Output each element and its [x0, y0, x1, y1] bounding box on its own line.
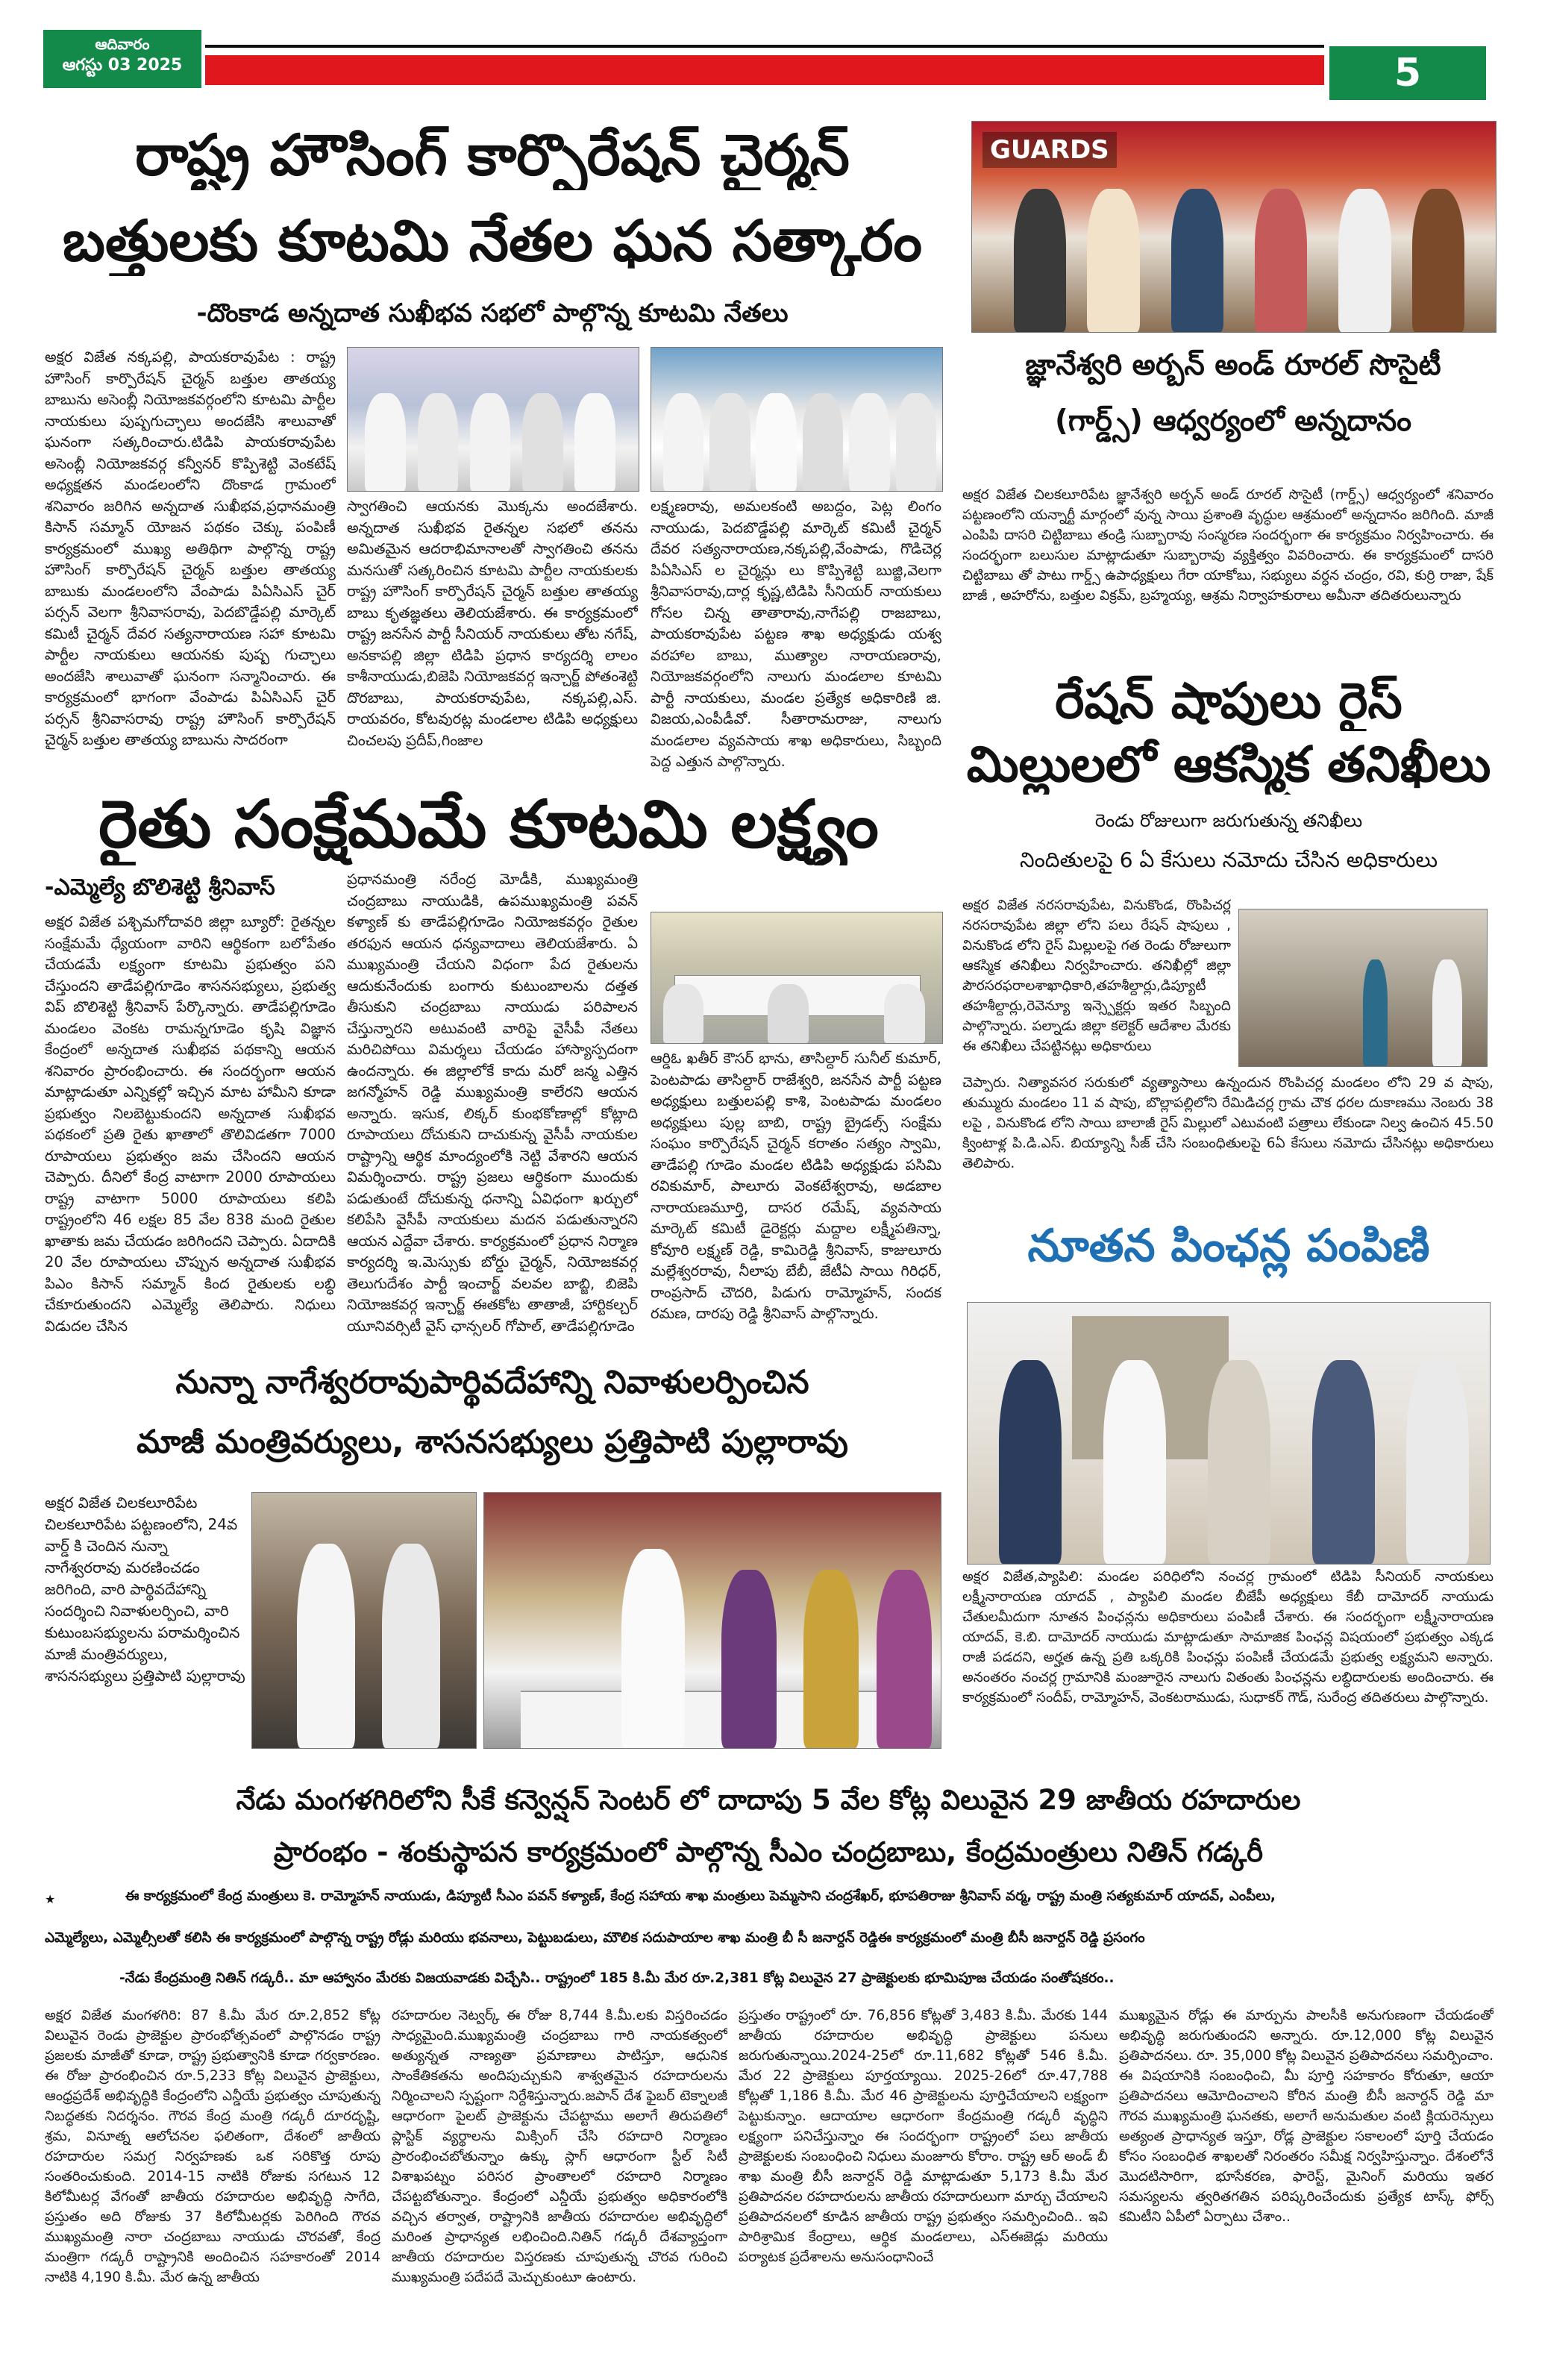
guards-annadanam-photo	[971, 121, 1496, 333]
ration-rice-bags-photo	[1238, 909, 1488, 1067]
farmer-column-2: ప్రధానమంత్రి నరేంద్ర మోడీకి, ముఖ్యమంత్రి చంద్రబాబు నాయుడికి, ఉపముఖ్యమంత్రి పవన్ కళ్యాణ్ కు తాడేపల్లిగూడెం నియోజకవర్గం రైతుల తరఫున ఆయన ధన్యవాదాలు తెలియజేశారు. ఏ ముఖ్యమంత్రి చేయని విధంగా పేద రైతులను ఆదుకునేందుకు బంగారు కుటుంబాలను దత్తత తీసుకుని చంద్రబాబు నాయుడు పరిపాలన చేస్తున్నారని అటువంటి వారిపై వైసీపీ నేతలు మరిచిపోయి విమర్శలు చేయడం హాస్యాస్పదంగా ఉందన్నారు. ఈ జిల్లాలోకే కాదు మరో జన్మ ఎత్తిన జగన్మోహన్ రెడ్డి ముఖ్యమంత్రి కాలేరని ఆయన అన్నారు. ఇసుక, లిక్కర్ కుంభకోణాల్లో కోట్లాది రూపాయలు దోచుకుని దాచుకున్న వైసీపీ నాయకుల రాష్ట్రాన్ని ఆర్థిక మాంద్యంలోకి నెట్టి వేశారని ఆయన విమర్శించారు. రాష్ట్ర ప్రజలు ఆర్థికంగా ముందుకు పడుతుంటే దోచుకున్న ధనాన్ని ఏవిధంగా ఖర్చులో కలిపేసి వైసీపీ నాయకులు మదన పడుతున్నారని ఆయన ఎద్దేవా చేశారు. కార్యక్రమంలో ప్రధాన నిర్మాణ కార్యదర్శి ఇ.మెస్సుకు బోర్డు చైర్మన్, నియోజకవర్గ తెలుగుదేశం పార్టీ ఇంచార్జ్ వలవల బాబ్జి, బిజెపి నియోజకవర్గ ఇన్చార్జ్ ఈతకోట తాతాజీ, హార్టికల్చర్ యూనివర్సిటీ వైస్ ఛాన్సలర్ గోపాల్, తాడేపల్లిగూడెం	[347, 871, 638, 1335]
highways-column-2: రహదారుల నెట్వర్క్ ఈ రోజు 8,744 కి.మీ.లకు విస్తరించడం సాధ్యమైంది.ముఖ్యమంత్రి చంద్రబాబు గారి నాయకత్వంలో అత్యున్నత నాణ్యతా ప్రమాణాలు పాటిస్తూ, ఆధునిక సాంకేతికతను అందిపుచ్చుకుని శాశ్వతమైన రహదారులను నిర్మించాలని స్పష్టంగా నిర్దేశిస్తున్నారు.జపాన్ దేశ ఫైబర్ టెక్నాలజీ ఆధారంగా పైలట్ ప్రాజెక్టును చేపట్టాము అలాగే తిరుపతిలో ప్లాస్టిక్ వ్యర్థాలను మిక్సింగ్ చేసి రహదారి నిర్మాణం ప్రారంభించబోతున్నాం ఉక్కు స్లాగ్ ఆధారంగా స్టీల్ సిటీ విశాఖపట్నం పరిసర ప్రాంతాలలో రహదారి నిర్మాణం చేపట్టబోతున్నాం. కేంద్రంలో ఎన్డీయే ప్రభుత్వం అధికారంలోకి వచ్చిన తర్వాత, రాష్ట్రానికి జాతీయ రహదారుల అభివృద్ధిలో మరింత ప్రాధాన్యత లభించింది.నితిన్ గడ్కరీ దేశవ్యాప్తంగా జాతీయ రహదారుల విస్తరణకు చూపుతున్న చొరవ గురించి ముఖ్యమంత్రి పదేపదే మెచ్చుకుంటూ ఉంటారు.	[392, 2008, 727, 2285]
ration-headline-line1: రేషన్ షాపులు రైస్	[1055, 672, 1402, 730]
pension-distribution-photo	[967, 1302, 1491, 1565]
tribute-photo-2	[483, 1492, 941, 1749]
guards-headline-line1: జ్ఞానేశ్వరి అర్బన్ అండ్ రూరల్ సొసైటీ	[1025, 348, 1441, 382]
tribute-body	[45, 1492, 246, 1746]
story1-subhead: -దొంకాడ అన్నదాత సుఖీభవ సభలో పాల్గొన్న కూటమి నేతలు	[196, 298, 789, 328]
pension-body: అక్షర విజేత,ప్యాపిలి: మండల పరిధిలోని నంచర్ల గ్రామంలో టిడిపి సీనియర్ నాయకులు లక్ష్మీనారాయణ యాదవ్ , ప్యాపిలి మండల బీజేపీ అధ్యక్షులు కేబీ దామోదర్ నాయుడు చేతులమీదుగా నూతన పింఛన్లను అధికారులు పంపిణీ చేశారు. ఈ సందర్భంగా లక్ష్మీనారాయణ యాదవ్, కె.బి. దామోదర్ నాయుడు మాట్లాడుతూ సామాజిక పింఛన్ల విషయంలో ప్రభుత్వం ఎక్కడ రాజీ పడదని, అర్హత ఉన్న ప్రతి ఒక్కరికి పింఛన్లు పంపిణీ చేయడమే ప్రభుత్వ లక్ష్యమని అన్నారు. అనంతరం నంచర్ల గ్రామానికి మంజూరైన నాలుగు వితంతు పింఛన్లను లబ్ధిదారులకు అందించారు. ఈ కార్యక్రమంలో సందీప్, రామ్మోహన్, వెంకటరాముడు, సుధాకర్ గౌడ్, సురేంద్ర తదితరులు పాల్గొన్నారు.	[962, 1569, 1494, 1706]
ration-column-2: చెప్పారు. నిత్యావసర సరుకులో వ్యత్యాసాలు ఉన్నందున రొంపిచర్ల మండలం లోని 29 వ షాపు, తుమ్మురు మండలం 11 వ షాపు, బొల్లాపల్లిలోని రేమిడిచర్ల గ్రామ చౌక ధరల దుకాణము నెంబరు 38 లపై , వినుకొండ లోని సాయి బాలాజీ రైస్ మిల్లులో ఎటువంటి పత్రాలు లేకుండా నిల్వ ఉంచిన 45.50 క్వింటాళ్ల పి.డి.ఎస్. బియ్యాన్ని సీజ్ చేసి సంబంధితులపై 6ఏ కేసులు నమోదు చేసినట్లు అధికారులు తెలిపారు.	[962, 1075, 1494, 1171]
guards-headline-line2: (గార్డ్స్) ఆధ్వర్యంలో అన్నదానం	[1055, 404, 1411, 438]
tribute-photo-1	[251, 1492, 477, 1749]
masthead-top-rule	[205, 45, 1324, 48]
highways-bullet-2: ఎమ్మెల్యేలు, ఎమ్మెల్సీలతో కలిసి ఈ కార్యక్రమంలో పాల్గొన్న రాష్ట్ర రోడ్లు మరియు భవనాలు, పెట్టుబడులు, మౌలిక సదుపాయాల శాఖ మంత్రి బీ సీ జనార్దన్ రెడ్డిఈ కార్యక్రమంలో మంత్రి బీసీ జనార్దన్ రెడ్డి ప్రసంగం	[45, 1930, 1145, 1946]
tribute-body-lead: అక్షర విజేత చిలకలూరిపేట	[45, 1494, 198, 1512]
tribute-body-text: చిలకలూరిపేట పట్టణంలోని, 24వ వార్డ్ కి చెందిన నున్నా నాగేశ్వరరావు మరణించడం జరిగింది, వారి పార్థివదేహాన్ని సందర్శించి నివాళులర్పించి, వారి కుటుంబసభ్యులను పరామర్శించిన మాజీ మంత్రివర్యులు, శాసనసభ్యులు ప్రత్తిపాటి పుల్లారావు	[45, 1515, 245, 1685]
farmer-headline: రైతు సంక్షేమమే కూటమి లక్ష్యం	[98, 786, 879, 862]
highways-column-4: ముఖ్యమైన రోడ్లు ఈ మార్పును పాలసీకి అనుగుణంగా చేయడంతో అభివృద్ధి జరుగుతుందని అన్నారు. రూ.12,000 కోట్ల విలువైన ప్రతిపాదనలు. రూ. 35,000 కోట్ల విలువైన ప్రతిపాదనలు సమర్పించాం. ఈ విషయానికి సంబంధించి, మీ పూర్తి సహకారం కోరుతూ, ఆయా ప్రతిపాదనలు ఆమోదించాలని కోరిన మంత్రి బీసీ జనార్దన్ రెడ్డి మా గౌరవ ముఖ్యమంత్రి ఘనతకు, అలాగే అనుమతుల వంటి క్లియరెన్సులు అత్యంత ప్రాధాన్యత ఇస్తూ, రోడ్ల ప్రాజెక్టుల సకాలంలో పూర్తి చేయడం కోసం సంబంధిత శాఖలతో నిరంతరం సమీక్ష నిర్వహిస్తున్నాం. దేశంలోనే మొదటిసారిగా, భూసేకరణ, ఫారెస్ట్, మైనింగ్ మరియు ఇతర సమస్యలను త్వరితగతిన పరిష్కరించేందుకు ప్రత్యేక టాస్క్ ఫోర్స్ కమిటీని ఏపీలో ఏర్పాటు చేశాం..	[1119, 2008, 1494, 2225]
ration-subhead-1: రెండు రోజులుగా జరుగుతున్న తనిఖీలు	[1094, 810, 1363, 831]
story1-column-2: స్వాగతించి ఆయనకు మొక్కను అందజేశారు. అన్నదాత సుఖీభవ రైతన్నల సభలో తనను అమితమైన ఆదరాభిమానాలతో స్వాగతించి తనను మనసుతో సత్కరించిన కూటమి పార్టీల నాయకులకు రాష్ట్ర హౌసింగ్ కార్పొరేషన్ చైర్మన్ బత్తుల తాతయ్య బాబు కృతజ్ఞతలు తెలియజేశారు. ఈ కార్యక్రమంలో రాష్ట్ర జనసేన పార్టీ సీనియర్ నాయకులు తోట నగేష్, అనకాపల్లి జిల్లా టిడిపి ప్రధాన కార్యదర్శి లాలం కాశీనాయుడు,బిజెపి నియోజకవర్గ ఇన్చార్జ్ పోతంశెట్టి దొరబాబు, పాయకరావుపేట, నక్కపల్లి,ఎస్. రాయవరం, కోటవురట్ల మండలాల టిడిపి అధ్యక్షులు చించలపు ప్రదీప్,గింజాల	[347, 498, 638, 749]
highways-bullet-3: -నేడు కేంద్రమంత్రి నితిన్ గడ్కరీ.. మా ఆహ్వానం మేరకు విజయవాడకు విచ్చేసి.. రాష్ట్రంలో 185 కి.మీ మేర రూ.2,381 కోట్ల విలువైన 27 ప్రాజెక్టులకు భూమిపూజ చేయడం సంతోషకరం..	[119, 1970, 1115, 1986]
story1-headline-line2: బత్తులకు కూటమి నేతల ఘన సత్కారం	[62, 207, 923, 274]
ration-column-1: అక్షర విజేత నరసరావుపేట, వినుకొండ, రొంపిచర్ల నరసరావుపేట జిల్లా లోని పలు రేషన్ షాపులు , వినుకొండ లోని రైస్ మిల్లులపై గత రెండు రోజులుగా ఆకస్మిక తనిఖీలు నిర్వహించారు. తనిఖీల్లో జిల్లా పౌరసరఫరాలశాఖాధికారి,తహశీల్దార్లు,డిప్యూటీ తహశీల్దార్లు,రెవెన్యూ ఇన్స్పెక్టర్లు ఇతర సిబ్బంది పాల్గొన్నారు. పల్నాడు జిల్లా కలెక్టర్ ఆదేశాల మేరకు ఈ తనిఖీలు చేపట్టినట్లు అధికారులు	[962, 898, 1231, 1054]
tribute-headline-line1: నున్నా నాగేశ్వరరావుపార్థివదేహాన్ని నివాళులర్పించిన	[175, 1364, 809, 1401]
farmer-photo-cheque	[651, 912, 943, 1044]
tribute-headline-line2: మాజీ మంత్రివర్యులు, శాసనసభ్యులు ప్రత్తిపాటి పుల్లారావు	[137, 1424, 848, 1461]
farmer-column-3: ఆర్డిఓ ఖతీర్ కౌసర్ భాను, తాసిల్దార్ సునీల్ కుమార్, పెంటపాడు తాసిల్దార్ రాజేశ్వరి, జనసేన పార్టీ పట్టణ అధ్యక్షులు బత్తులపల్లి కాశి, పెంటపాడు మండలం అధ్యక్షులు పుల్ల బాబి, రాష్ట్ర బ్రైడల్స్ సంక్షేమ సంఘం కార్పొరేషన్ చైర్మన్ కరాతం సత్యం స్వామి, తాడేపల్లి గూడెం మండల టిడిపి అధ్యక్షుడు పసిమి రవికుమార్, పాలూరు వెంకటేశ్వరావు, అడబాల నారాయణమూర్తి, దాసర రమేష్, వ్యవసాయ మార్కెట్ కమిటీ డైరెక్టర్లు మద్దాల లక్ష్మీపతిన్నా, కోవూరి లక్ష్మణ్ రెడ్డి, కామిరెడ్డి శ్రీనివాస్, కాజులూరు మల్లేశ్వరరావు, నీలాపు బేబీ, జేటీఏ సాయి గిరిధర్, రాంప్రసాద్ చౌదరి, పిడుగు రామ్మోహన్, సందక రమణ, దారపు రెడ్డి శ్రీనివాస్ పాల్గొన్నారు.	[651, 1050, 941, 1322]
masthead-day: ఆదివారం	[95, 35, 150, 53]
masthead-date-box	[43, 30, 201, 88]
highways-bullet-icon: ★	[45, 1892, 56, 1906]
story1-column-1: అక్షర విజేత నక్కపల్లి, పాయకరావుపేట : రాష్ట్ర హౌసింగ్ కార్పొరేషన్ చైర్మన్ బత్తుల తాతయ్య బాబును అసెంబ్లీ నియోజకవర్గంలోని కూటమి పార్టీల నాయకులు పుష్పగుచ్ఛాలు అందజేసి శాలువాతో ఘనంగా సత్కరించారు.టిడిపి పాయకరావుపేట అసెంబ్లీ నియోజకవర్గ కన్వీనర్ కొప్పిశెట్టి వెంకటేష్ అధ్యక్షతన మండలంలోని దొంకాడ గ్రామంలో శనివారం జరిగిన అన్నదాత సుఖీభవ,ప్రధానమంత్రి కిసాన్ సమ్మాన్ యోజన పథకం చెక్కు పంపిణీ కార్యక్రమంలో ముఖ్య అతిథిగా పాల్గొన్న రాష్ట్ర హౌసింగ్ కార్పొరేషన్ చైర్మన్ బత్తుల తాతయ్య బాబుకు మండలంలోని వేంపాడు పిఏసిఎస్ చైర్ పర్సన్ వెలగా శ్రీనివాసరావు, పెదబొడ్డేపల్లి మార్కెట్ కమిటీ చైర్మన్ దేవర సత్యనారాయణ సహా కూటమి పార్టీల నాయకులు ఆయనకు పుష్ప గుచ్ఛాలు అందజేసి శాలువాతో ఘనంగా సన్మానించారు. ఈ కార్యక్రమంలో భాగంగా వేంపాడు పిఏసిఎస్ చైర్ పర్సన్ శ్రీనివాసరావు రాష్ట్ర హౌసింగ్ కార్పొరేషన్ చైర్మన్ బత్తుల తాతయ్య బాబును సాదరంగా	[45, 348, 336, 748]
highways-column-3: ప్రస్తుతం రాష్ట్రంలో రూ. 76,856 కోట్లతో 3,483 కి.మీ. మేరకు 144 జాతీయ రహదారుల అభివృద్ధి ప్రాజెక్టులు పనులు జరుగుతున్నాయి.2024-25లో రూ.11,682 కోట్లతో 546 కి.మీ. మేర 22 ప్రాజెక్టులు పూర్తయ్యాయి. 2025-26లో రూ.47,788 కోట్లతో 1,186 కి.మీ. మేర 46 ప్రాజెక్టులను పూర్తిచేయాలని లక్ష్యంగా పెట్టుకున్నాం. ఆదాయాల ఆధారంగా కేంద్రమంత్రి గడ్కరీ వృద్ధిని లక్ష్యంగా పనిచేస్తున్నాం ఈ సందర్భంగా రాష్ట్రంలో పలు జాతీయ ప్రాజెక్టులకు సంబంధించి నిధులు మంజూరు కోరాం. రాష్ట్ర ఆర్ అండ్ బీ శాఖ మంత్రి బీసీ జనార్దన్ రెడ్డి మాట్లాడుతూ 5,173 కి.మీ మేర ప్రతిపాదనల రహదారులను జాతీయ రహదారులుగా మార్చు చేయాలని ప్రతిపాదనలలో కూడిన జాతీయ రాష్ట్ర ప్రభుత్వం సమర్పించింది.. ఇవి పారిశ్రామిక కేంద్రాలు, ఆర్థిక మండలాలు, ఎస్ఈజెడ్లు మరియు పర్యాటక ప్రదేశాలను అనుసంధానించే	[739, 2008, 1108, 2265]
story1-column-3: లక్ష్మణరావు, అమలకంటి అబద్దం, పెట్ల లింగం నాయుడు, పెదబొడ్డేపల్లి మార్కెట్ కమిటీ చైర్మన్ దేవర సత్యనారాయణ,నక్కపల్లి,వేంపాడు, గొడిచెర్ల పిఏసిఎస్ ల చైర్మన్లు లు కొప్పిశెట్టి బుజ్జి,వెలగా శ్రీనివాసరావు,దార్ల కృష్ణ,టిడిపి సీనియర్ నాయకులు గోసల చిన్న తాతారావు,నాగేపల్లి రాజబాబు, పాయకరావుపేట పట్టణ శాఖ అధ్యక్షుడు యశ్వ వరహాల బాబు, ముత్యాల నారాయణరావు, నియోజకవర్గంలోని నాలుగు మండలాల కూటమి పార్టీ నాయకులు, మండల ప్రత్యేక అధికారిణి జి. విజయ,ఎంపీడీవో. సీతారామరాజు, నాలుగు మండలాల వ్యవసాయ శాఖ అధికారులు, సిబ్బంది పెద్ద ఎత్తున పాల్గొన్నారు.	[651, 498, 941, 770]
highways-column-1: అక్షర విజేత మంగళగిరి: 87 కి.మీ మేర రూ.2,852 కోట్ల విలువైన రెండు ప్రాజెక్టుల ప్రారంభోత్సవంలో పాల్గొనడం రాష్ట్ర ప్రజలకు మాజీతో కూడా, రాష్ట్ర ప్రభుత్వానికి కూడా గర్వకారణం. ఈ రోజు ప్రారంభించిన రూ.5,233 కోట్ల విలువైన ప్రాజెక్టులు, ఆంధ్రప్రదేశ్ అభివృద్ధికి కేంద్రంలోని ఎన్డీయే ప్రభుత్వం చూపుతున్న నిబద్ధతకు నిదర్శనం. గౌరవ కేంద్ర మంత్రి గడ్కరీ దూరదృష్టి, శ్రమ, వినూత్న ఆలోచనల ఫలితంగా, దేశంలో జాతీయ రహదారుల సమగ్ర నిర్వహణకు ఒక సరికొత్త రూపు సంతరించుకుంది. 2014-15 నాటికి రోజుకు సగటున 12 కిలోమీటర్ల వేగంతో జాతీయ రహదారుల అభివృద్ధి సాగేది, ప్రస్తుతం అది రోజుకు 37 కిలోమీటర్లకు పెరిగింది గౌరవ ముఖ్యమంత్రి నారా చంద్రబాబు నాయుడు చొరవతో, కేంద్ర మంత్రిగా గడ్కరీ రాష్ట్రానికి అందించిన సహకారంతో 2014 నాటికి 4,190 కి.మీ. మేర ఉన్న జాతీయ	[45, 2008, 380, 2285]
page-number: 5	[1329, 46, 1486, 100]
ration-subhead-2: నిందితులపై 6 ఏ కేసులు నమోదు చేసిన అధికారులు	[1019, 848, 1438, 872]
masthead-red-bar	[205, 55, 1324, 85]
highways-bullet-1: ఈ కార్యక్రమంలో కేంద్ర మంత్రులు కె. రామ్మోహన్ నాయుడు, డిప్యూటీ సీఎం పవన్ కళ్యాణ్, కేంద్ర సహాయ శాఖ మంత్రులు పెమ్మసాని చంద్రశేఖర్, భూపతిరాజు శ్రీనివాస్ వర్మ, రాష్ట్ర మంత్రి సత్యకుమార్ యాదవ్, ఎంపీలు,	[125, 1888, 1276, 1904]
highways-headline-line2: ప్రారంభం - శంకుస్థాపన కార్యక్రమంలో పాల్గొన్న సీఎం చంద్రబాబు, కేంద్రమంత్రులు నితిన్ గడ్కరీ	[273, 1836, 1264, 1868]
pension-headline: నూతన పింఛన్ల పంపిణి	[1027, 1220, 1430, 1272]
highways-headline-line1: నేడు మంగళగిరిలోని సీకే కన్వెన్షన్ సెంటర్ లో దాదాపు 5 వేల కోట్ల విలువైన 29 జాతీయ రహదారుల	[236, 1784, 1301, 1816]
guards-body: అక్షర విజేత చిలకలూరిపేట జ్ఞానేశ్వరి అర్బన్ అండ్ రూరల్ సొసైటీ (గార్డ్స్) ఆధ్వర్యంలో శనివారం పట్టణంలోని యన్నార్టీ మార్గంలో వున్న సాయి ప్రశాంతి వృద్ధుల ఆశ్రమంలో అన్నదానం జరిగింది. మాజీ ఎంపిపి దాసరి చిట్టిబాబు తండ్రి సుబ్బారావు సంస్మరణ సందర్భంగా ఈ కార్యక్రమం నిర్వహించారు. ఈ సందర్భంగా బలుసుల మాట్లాడుతూ సుబ్బారావు వ్యక్తిత్వం వివరించారు. ఈ కార్యక్రమంలో దాసరి చిట్టిబాబు తో పాటు గార్డ్స్ ఉపాధ్యక్షులు గేరా యాకోబు, సభ్యులు వర్ధన చంద్రం, రవి, కుర్రి రాజా, షేక్ బాజీ , అహరోను, బత్తుల విక్రమ్, బ్రహ్మయ్య, ఆశ్రమ నిర్వాహకురాలు అమీనా తదితరులున్నారు	[962, 487, 1494, 604]
farmer-subhead: -ఎమ్మెల్యే బొలిశెట్టి శ్రీనివాస్	[45, 874, 275, 901]
masthead-date: ఆగస్టు 03 2025	[62, 56, 183, 75]
ration-headline-line2: మిల్లులలో ఆకస్మిక తనిఖీలు	[966, 736, 1491, 793]
story1-photo-felicitation	[347, 347, 639, 492]
farmer-column-1: అక్షర విజేత పశ్చిమగోదావరి జిల్లా బ్యూరో: రైతన్నల సంక్షేమమే ధ్యేయంగా వారిని ఆర్థికంగా బలోపేతం చేయడమే లక్ష్యంగా కూటమి ప్రభుత్వం పని చేస్తుందని తాడేపల్లిగూడెం శాసనసభ్యులు, ప్రభుత్వ విప్ బొలిశెట్టి శ్రీనివాస్ పేర్కొన్నారు. తాడేపల్లిగూడెం మండలం వెంకట రామన్నగూడెం కృషి విజ్ఞాన కేంద్రంలో అన్నదాత సుఖీభవ పథకాన్ని ఆయన శనివారం ప్రారంభించారు. ఈ సందర్భంగా ఆయన మాట్లాడుతూ ఎన్నికల్లో ఇచ్చిన మాట హామీని కూడా ప్రభుత్వం నిలబెట్టుకుందని అన్నదాత సుఖీభవ పథకంలో ప్రతి రైతు ఖాతాలో తొలివిడతగా 7000 రూపాయలు ప్రభుత్వం జమ చేసిందని ఆయన చెప్పారు. దీనిలో కేంద్ర వాటాగా 2000 రూపాయలు రాష్ట్ర వాటాగా 5000 రూపాయలు కలిపి రాష్ట్రంలోని 46 లక్షల 85 వేల 838 మంది రైతుల ఖాతాకు జమ చేయడం జరిగిందని చెప్పారు. ఏదాదికి 20 వేల రూపాయలు చొప్పున అన్నదాత సుఖీభవ పిఎం కిసాన్ సమ్మాన్ కింద రైతులకు లబ్ధి చేకూరుతుందని ఎమ్మెల్యే తెలిపారు. నిధులు విడుదల చేసిన	[45, 913, 336, 1335]
story1-headline-line1: రాష్ట్ర హౌసింగ్ కార్పొరేషన్ చైర్మన్	[135, 122, 850, 188]
story1-photo-group	[651, 347, 943, 492]
guards-photo-banner: GUARDS	[982, 132, 1117, 168]
